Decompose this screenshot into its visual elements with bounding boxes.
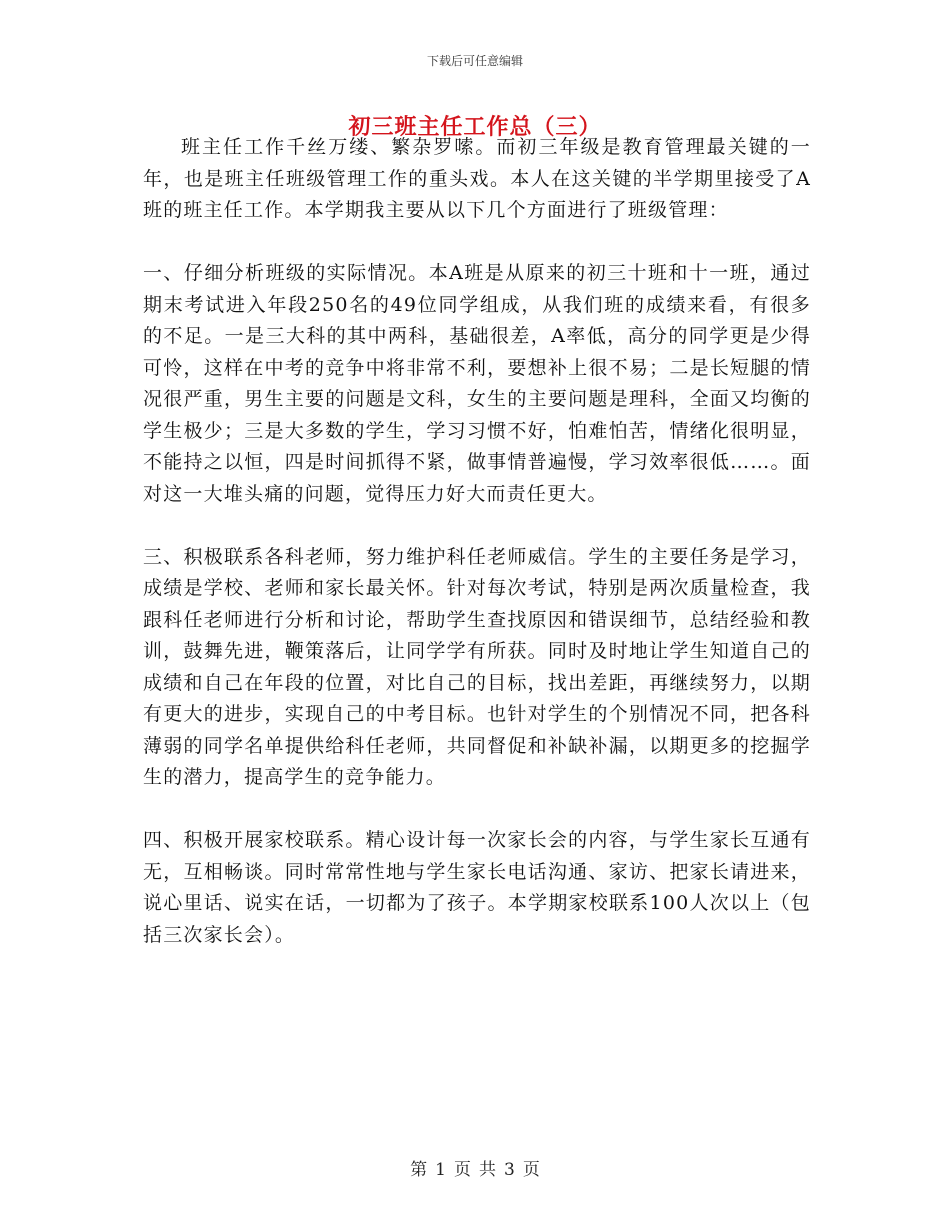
footer-word-page: 第 <box>410 1160 428 1180</box>
document-title: 初三班主任工作总（三） <box>348 114 602 140</box>
page-header: 下载后可任意编辑 <box>426 54 523 68</box>
intro-paragraph: 班主任工作千丝万缕、繁杂罗嗦。而初三年级是教育管理最关键的一年，也是班主任班级管理工作的重头戏。本人在这关键的半学期里接受了A班的班主任工作。本学期我主要从以下几个方面进行了班级管理： <box>143 136 811 221</box>
footer-current-page: 1 <box>435 1160 446 1180</box>
section-one-paragraph: 一、仔细分析班级的实际情况。本A班是从原来的初三十班和十一班，通过期末考试进入年段250名的49位同学组成，从我们班的成绩来看，有很多的不足。一是三大科的其中两科，基础很差，A率低，高分的同学更是少得可怜，这样在中考的竞争中将非常不利，要想补上很不易；二是长短腿的情况很严重，男生主要的问题是文科，女生的主要问题是理科，全面又均衡的学生极少；三是大多数的学生，学习习惯不好，怕难怕苦，情绪化很明显，不能持之以恒，四是时间抓得不紧，做事情普遍慢，学习效率很低……。面对这一大堆头痛的问题，觉得压力好大而责任更大。 <box>143 262 811 505</box>
section-four-paragraph: 四、积极开展家校联系。精心设计每一次家长会的内容，与学生家长互通有无，互相畅谈。同时常常性地与学生家长电话沟通、家访、把家长请进来，说心里话、说实在话，一切都为了孩子。本学期家校联系100人次以上（包括三次家长会）。 <box>143 829 811 946</box>
footer-word-total: 共 <box>479 1160 496 1180</box>
document-body <box>143 132 811 983</box>
section-three-paragraph: 三、积极联系各科老师，努力维护科任老师威信。学生的主要任务是学习，成绩是学校、老师和家长最关怀。针对每次考试，特别是两次质量检查，我跟科任老师进行分析和讨论，帮助学生查找原因和错误细节，总结经验和教训，鼓舞先进，鞭策落后，让同学学有所获。同时及时地让学生知道自己的成绩和自己在年段的位置，对比自己的目标，找出差距，再继续努力，以期有更大的进步，实现自己的中考目标。也针对学生的个别情况不同，把各科薄弱的同学名单提供给科任老师，共同督促和补缺补漏，以期更多的挖掘学生的潜力，提高学生的竞争能力。 <box>143 545 811 788</box>
footer-total-pages: 3 <box>504 1160 515 1180</box>
footer-word-ye-end: 页 <box>522 1160 540 1180</box>
page-footer <box>0 1155 950 1180</box>
footer-word-ye: 页 <box>454 1160 471 1180</box>
